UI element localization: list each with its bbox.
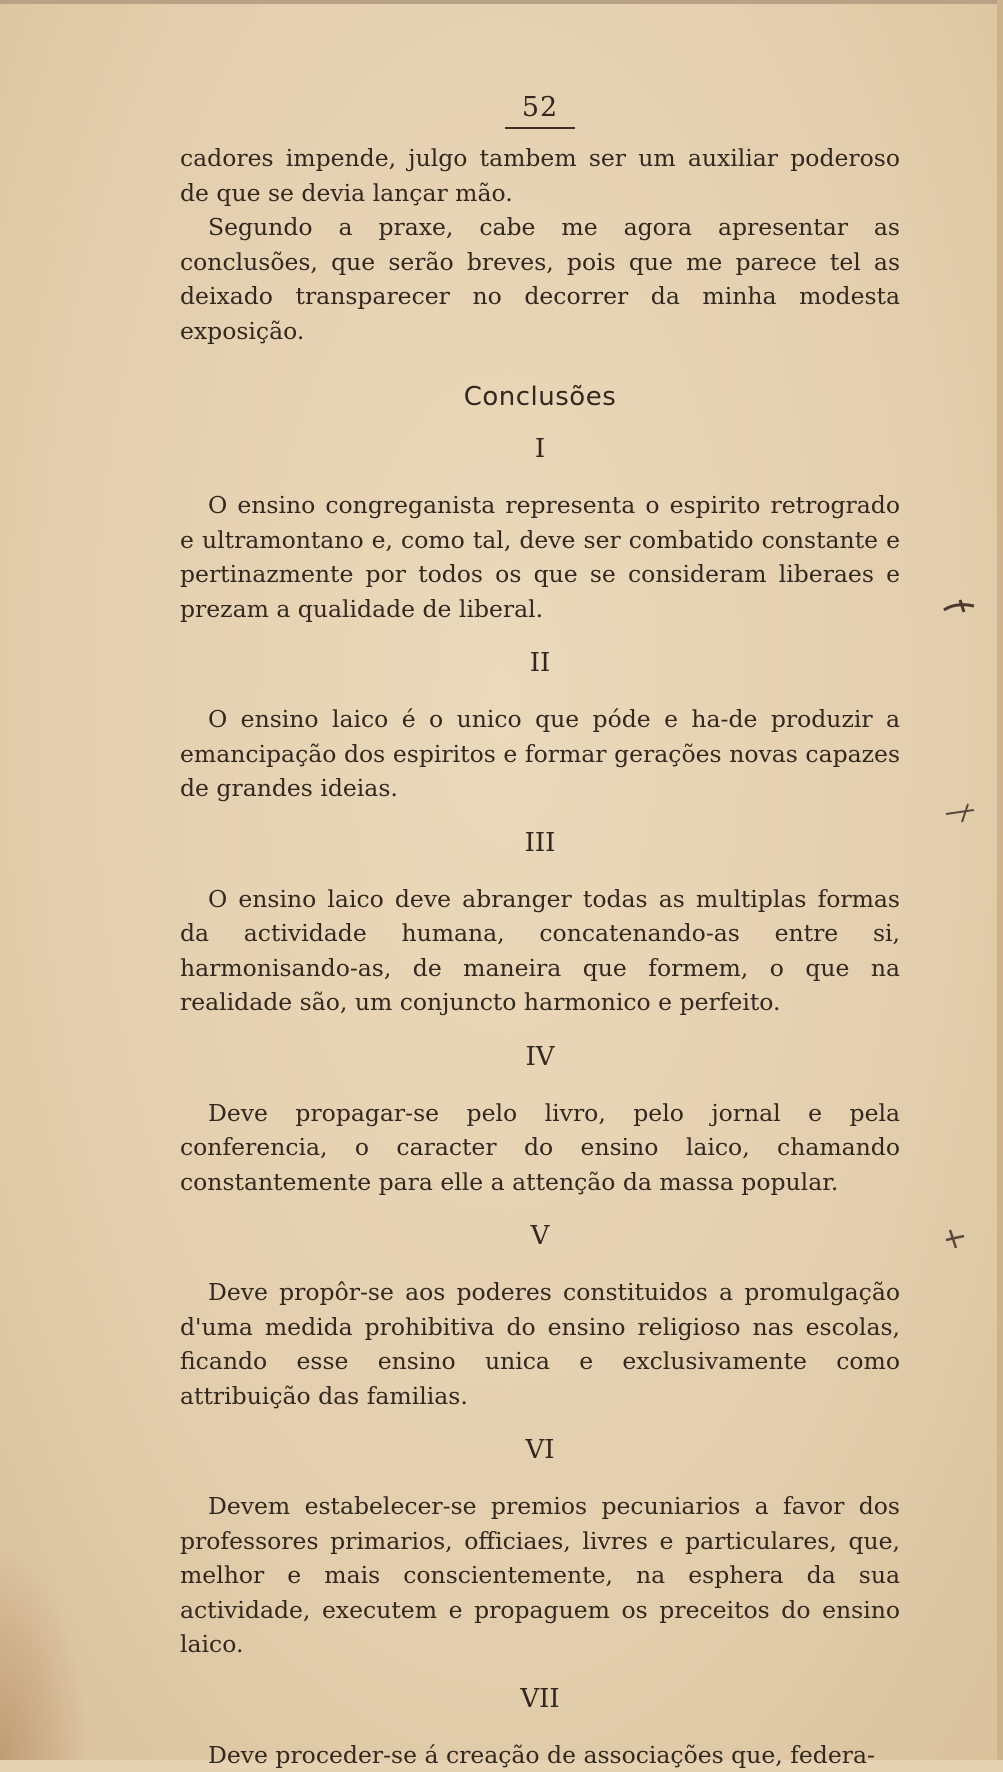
conclusion-text: O ensino laico é o unico que póde e ha-de produzir a emancipação dos espiritos e formar gerações novas capazes de grandes ideias. xyxy=(180,702,900,806)
conclusion-numeral: III xyxy=(180,828,900,858)
page-content xyxy=(180,92,900,1772)
page-right-edge xyxy=(997,0,1003,1760)
conclusion-numeral: VI xyxy=(180,1435,900,1465)
conclusion-text: Deve propagar-se pelo livro, pelo jornal e pela conferencia, o caracter do ensino laico, chamando constantemente para elle a attenção da massa popular. xyxy=(180,1096,900,1200)
margin-ink-mark xyxy=(940,800,980,826)
conclusion-numeral: V xyxy=(180,1221,900,1251)
conclusion-text: Deve propôr-se aos poderes constituidos a promulgação d'uma medida prohibitiva do ensino religioso nas escolas, ficando esse ensino unica e exclusivamente como attribuição das familias. xyxy=(180,1275,900,1413)
conclusion-text: Devem estabelecer-se premios pecuniarios a favor dos professores primarios, officiaes, livres e particulares, que, melhor e mais conscientemente, na esphera da sua actividade, executem e propaguem os preceitos do ensino laico. xyxy=(180,1489,900,1662)
conclusion-numeral: I xyxy=(180,434,900,464)
margin-ink-mark xyxy=(936,1226,976,1252)
page-number-rule xyxy=(505,127,575,129)
section-heading: Conclusões xyxy=(180,382,900,412)
conclusion-text: Deve proceder-se á creação de associações que, federa- xyxy=(180,1738,900,1772)
corner-stain xyxy=(0,1540,90,1760)
page-top-edge xyxy=(0,0,1003,4)
intro-paragraph: Segundo a praxe, cabe me agora apresentar as conclusões, que serão breves, pois que me parece tel as deixado transparecer no decorrer da minha modesta exposição. xyxy=(180,210,900,348)
conclusion-text: O ensino congreganista representa o espirito retrogrado e ultramontano e, como tal, deve ser combatido constante e pertinazmente por todos os que se consideram liberaes e prezam a qualidade de liberal. xyxy=(180,488,900,626)
conclusion-text: O ensino laico deve abranger todas as multiplas formas da actividade humana, concatenando-as entre si, harmonisando-as, de maneira que formem, o que na realidade são, um conjuncto harmonico e perfeito. xyxy=(180,882,900,1020)
page-number: 52 xyxy=(180,92,900,123)
conclusion-numeral: II xyxy=(180,648,900,678)
conclusion-numeral: VII xyxy=(180,1684,900,1714)
intro-paragraph: cadores impende, julgo tambem ser um auxiliar poderoso de que se devia lançar mão. xyxy=(180,141,900,210)
conclusion-numeral: IV xyxy=(180,1042,900,1072)
margin-ink-mark xyxy=(940,592,980,618)
